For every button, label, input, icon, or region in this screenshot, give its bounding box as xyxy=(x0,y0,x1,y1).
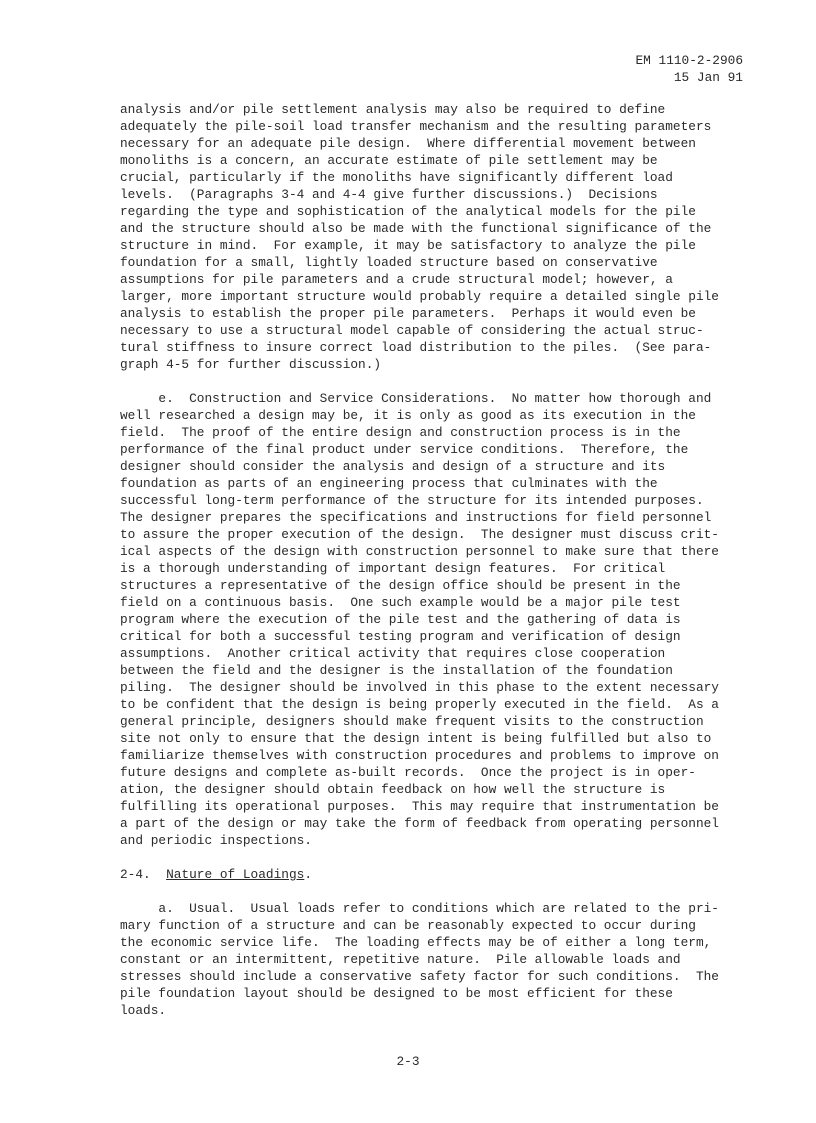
text-line: The designer prepares the specifications and instructions for field personnel xyxy=(120,510,712,525)
paragraph-continued xyxy=(120,101,760,373)
text-line: foundation as parts of an engineering process that culminates with the xyxy=(120,476,658,491)
text-line: is a thorough understanding of important design features. For critical xyxy=(120,561,666,576)
text-line: to assure the proper execution of the design. The designer must discuss crit- xyxy=(120,527,719,542)
text-line: foundation for a small, lightly loaded structure based on conservative xyxy=(120,255,658,270)
text-line: necessary for an adequate pile design. Where differential movement between xyxy=(120,136,696,151)
text-line: ical aspects of the design with construction personnel to make sure that there xyxy=(120,544,719,559)
text-line: fulfilling its operational purposes. This may require that instrumentation be xyxy=(120,799,719,814)
section-heading xyxy=(120,866,760,883)
text-line: site not only to ensure that the design intent is being fulfilled but also to xyxy=(120,731,712,746)
text-line: performance of the final product under service conditions. Therefore, the xyxy=(120,442,689,457)
page-number: 2-3 xyxy=(396,1054,420,1069)
text-line: familiarize themselves with construction procedures and problems to improve on xyxy=(120,748,719,763)
text-line: ation, the designer should obtain feedback on how well the structure is xyxy=(120,782,666,797)
text-line: between the field and the designer is the installation of the foundation xyxy=(120,663,673,678)
text-line: assumptions. Another critical activity that requires close cooperation xyxy=(120,646,666,661)
text-line: the economic service life. The loading effects may be of either a long term, xyxy=(120,935,712,950)
text-line: general principle, designers should make frequent visits to the construction xyxy=(120,714,704,729)
text-line: monoliths is a concern, an accurate estimate of pile settlement may be xyxy=(120,153,658,168)
text-line: levels. (Paragraphs 3-4 and 4-4 give further discussions.) Decisions xyxy=(120,187,658,202)
text-line: mary function of a structure and can be reasonably expected to occur during xyxy=(120,918,696,933)
text-line: and the structure should also be made with the functional significance of the xyxy=(120,221,712,236)
text-line: pile foundation layout should be designed to be most efficient for these xyxy=(120,986,673,1001)
text-line: field on a continuous basis. One such example would be a major pile test xyxy=(120,595,681,610)
text-line: a. Usual. Usual loads refer to conditions which are related to the pri- xyxy=(120,901,719,916)
section-title-period: . xyxy=(304,867,312,882)
text-line: critical for both a successful testing program and verification of design xyxy=(120,629,681,644)
text-line: necessary to use a structural model capable of considering the actual struc- xyxy=(120,323,704,338)
text-line: well researched a design may be, it is only as good as its execution in the xyxy=(120,408,696,423)
document-number: EM 1110-2-2906 xyxy=(635,53,743,68)
text-line: tural stiffness to insure correct load distribution to the piles. (See para- xyxy=(120,340,712,355)
text-line: e. Construction and Service Considerations. No matter how thorough and xyxy=(120,391,712,406)
text-line: piling. The designer should be involved in this phase to the extent necessary xyxy=(120,680,719,695)
text-line: assumptions for pile parameters and a crude structural model; however, a xyxy=(120,272,673,287)
document-date: 15 Jan 91 xyxy=(673,70,743,85)
text-line: structure in mind. For example, it may be satisfactory to analyze the pile xyxy=(120,238,696,253)
section-title: Nature of Loadings xyxy=(166,867,305,882)
text-line: field. The proof of the entire design and construction process is in the xyxy=(120,425,681,440)
text-line: larger, more important structure would probably require a detailed single pile xyxy=(120,289,719,304)
text-line: future designs and complete as-built records. Once the project is in oper- xyxy=(120,765,696,780)
text-line: constant or an intermittent, repetitive nature. Pile allowable loads and xyxy=(120,952,681,967)
text-line: program where the execution of the pile test and the gathering of data is xyxy=(120,612,681,627)
page-header xyxy=(635,52,743,86)
text-line: analysis to establish the proper pile parameters. Perhaps it would even be xyxy=(120,306,696,321)
text-line: structures a representative of the design office should be present in the xyxy=(120,578,681,593)
text-line: successful long-term performance of the structure for its intended purposes. xyxy=(120,493,704,508)
text-line: analysis and/or pile settlement analysis may also be required to define xyxy=(120,102,666,117)
paragraph-gap xyxy=(120,849,760,866)
text-line: stresses should include a conservative safety factor for such conditions. The xyxy=(120,969,719,984)
paragraph-a-usual xyxy=(120,900,760,1019)
text-line: regarding the type and sophistication of the analytical models for the pile xyxy=(120,204,696,219)
paragraph-gap xyxy=(120,883,760,900)
section-number: 2-4. xyxy=(120,867,167,882)
text-line: designer should consider the analysis and design of a structure and its xyxy=(120,459,666,474)
text-line: graph 4-5 for further discussion.) xyxy=(120,357,382,372)
text-line: crucial, particularly if the monoliths have significantly different load xyxy=(120,170,673,185)
text-line: to be confident that the design is being properly executed in the field. As a xyxy=(120,697,719,712)
paragraph-e-construction xyxy=(120,390,760,849)
text-line: and periodic inspections. xyxy=(120,833,312,848)
paragraph-gap xyxy=(120,373,760,390)
body-text xyxy=(120,101,760,1019)
text-line: adequately the pile-soil load transfer mechanism and the resulting parameters xyxy=(120,119,712,134)
text-line: a part of the design or may take the form of feedback from operating personnel xyxy=(120,816,719,831)
text-line: loads. xyxy=(120,1003,167,1018)
